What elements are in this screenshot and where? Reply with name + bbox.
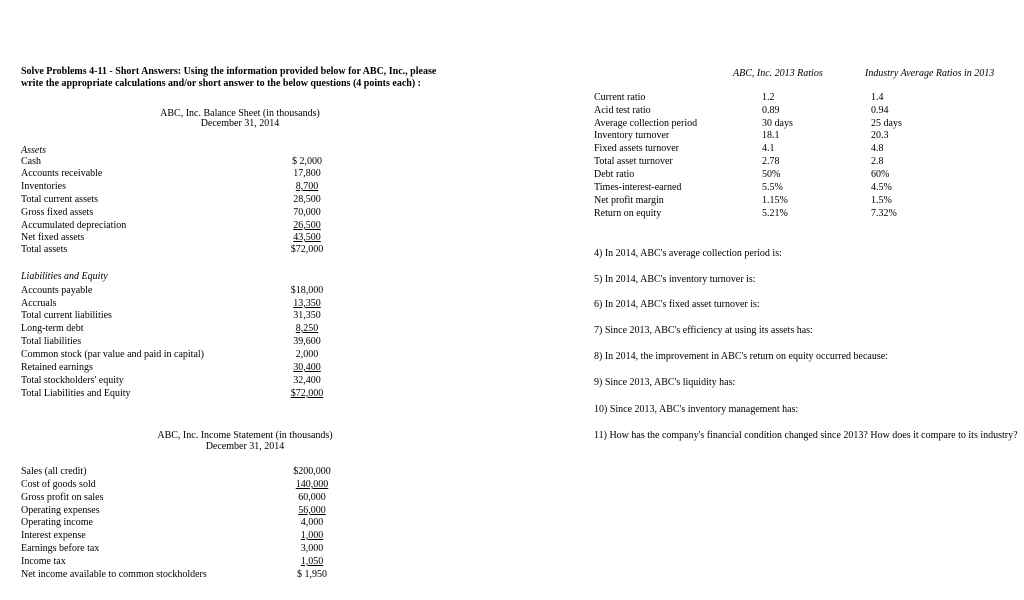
ratio-label: Fixed assets turnover xyxy=(594,143,679,154)
question-5: 5) In 2014, ABC's inventory turnover is: xyxy=(594,274,756,285)
asset-row-label: Accounts receivable xyxy=(21,168,103,179)
liability-row-value: 8,250 xyxy=(295,323,319,334)
question-10: 10) Since 2013, ABC's inventory management has: xyxy=(594,404,799,415)
ratio-industry-value: 25 days xyxy=(871,118,902,129)
income-row-value: 140,000 xyxy=(295,479,329,490)
question-4: 4) In 2014, ABC's average collection period is: xyxy=(594,248,782,259)
liability-row-value: 32,400 xyxy=(293,375,321,386)
problem-heading: Solve Problems 4-11 - Short Answers: Using the information provided below for ABC, Inc., please write the appropriate calculations and/or short answer to the below questions (4 points each) : xyxy=(21,66,437,89)
ratios-col2-header: Industry Average Ratios in 2013 xyxy=(865,68,995,79)
liabilities-section-label: Liabilities and Equity xyxy=(21,271,108,282)
ratio-abc-value: 50% xyxy=(762,169,781,180)
income-row-value: 1,050 xyxy=(300,556,324,567)
liability-row-label: Accounts payable xyxy=(21,285,93,296)
liability-row-value: 13,350 xyxy=(293,298,321,309)
balance-sheet-date: December 31, 2014 xyxy=(200,118,280,129)
ratio-abc-value: 5.5% xyxy=(762,182,783,193)
income-row-value: $ 1,950 xyxy=(297,569,327,580)
ratio-industry-value: 1.4 xyxy=(871,92,884,103)
ratio-industry-value: 4.8 xyxy=(871,143,884,154)
income-row-label: Sales (all credit) xyxy=(21,466,87,477)
income-row-label: Net income available to common stockholders xyxy=(21,569,207,580)
ratios-col1-header: ABC, Inc. 2013 Ratios xyxy=(733,68,823,79)
income-row-value: 4,000 xyxy=(300,517,324,528)
liability-row-value: 30,400 xyxy=(293,362,321,373)
ratio-abc-value: 4.1 xyxy=(762,143,775,154)
liability-row-label: Retained earnings xyxy=(21,362,93,373)
income-statement-date: December 31, 2014 xyxy=(205,441,285,452)
income-row-value: 1,000 xyxy=(300,530,324,541)
income-row-value: $200,000 xyxy=(293,466,331,477)
liability-row-label: Common stock (par value and paid in capital) xyxy=(21,349,205,360)
question-7: 7) Since 2013, ABC's efficiency at using its assets has: xyxy=(594,325,813,336)
ratio-abc-value: 2.78 xyxy=(762,156,780,167)
asset-row-value: 28,500 xyxy=(293,194,321,205)
income-row-value: 56,000 xyxy=(298,505,326,516)
income-row-label: Interest expense xyxy=(21,530,86,541)
question-11: 11) How has the company's financial condition changed since 2013? How does it compare to its industry? xyxy=(594,430,1018,441)
ratio-industry-value: 4.5% xyxy=(871,182,892,193)
ratio-industry-value: 7.32% xyxy=(871,208,897,219)
question-9: 9) Since 2013, ABC's liquidity has: xyxy=(594,377,736,388)
question-8: 8) In 2014, the improvement in ABC's return on equity occurred because: xyxy=(594,351,888,362)
ratio-industry-value: 2.8 xyxy=(871,156,884,167)
income-statement-title: ABC, Inc. Income Statement (in thousands) xyxy=(157,430,333,441)
ratio-abc-value: 1.2 xyxy=(762,92,775,103)
balance-sheet-title: ABC, Inc. Balance Sheet (in thousands) xyxy=(160,108,320,119)
asset-row-label: Net fixed assets xyxy=(21,232,85,243)
ratio-abc-value: 30 days xyxy=(762,118,793,129)
asset-row-value: 17,800 xyxy=(293,168,321,179)
ratio-abc-value: 0.89 xyxy=(762,105,780,116)
liability-row-value: 39,600 xyxy=(293,336,321,347)
income-row-label: Operating income xyxy=(21,517,93,528)
ratio-label: Acid test ratio xyxy=(594,105,651,116)
ratio-industry-value: 20.3 xyxy=(871,130,889,141)
ratio-label: Total asset turnover xyxy=(594,156,673,167)
income-row-label: Operating expenses xyxy=(21,505,100,516)
income-row-label: Cost of goods sold xyxy=(21,479,96,490)
ratio-label: Net profit margin xyxy=(594,195,664,206)
ratio-abc-value: 5.21% xyxy=(762,208,788,219)
income-row-value: 3,000 xyxy=(300,543,324,554)
ratio-label: Inventory turnover xyxy=(594,130,670,141)
asset-row-label: Gross fixed assets xyxy=(21,207,94,218)
asset-row-label: Total current assets xyxy=(21,194,99,205)
ratio-label: Average collection period xyxy=(594,118,698,129)
ratio-label: Times-interest-earned xyxy=(594,182,682,193)
liability-row-label: Total Liabilities and Equity xyxy=(21,388,131,399)
liability-row-label: Long-term debt xyxy=(21,323,84,334)
asset-row-value: 8,700 xyxy=(295,181,319,192)
ratio-abc-value: 18.1 xyxy=(762,130,780,141)
liability-row-value: 31,350 xyxy=(293,310,321,321)
ratio-label: Return on equity xyxy=(594,208,662,219)
ratio-industry-value: 60% xyxy=(871,169,890,180)
liability-row-label: Accruals xyxy=(21,298,57,309)
asset-row-value: 43,500 xyxy=(293,232,321,243)
income-row-label: Income tax xyxy=(21,556,66,567)
ratio-label: Debt ratio xyxy=(594,169,635,180)
liability-row-label: Total current liabilities xyxy=(21,310,112,321)
liability-row-label: Total stockholders' equity xyxy=(21,375,124,386)
income-row-value: 60,000 xyxy=(298,492,326,503)
ratio-industry-value: 1.5% xyxy=(871,195,892,206)
asset-row-label: Cash xyxy=(21,156,41,167)
asset-row-value: 26,500 xyxy=(293,220,321,231)
liability-row-value: 2,000 xyxy=(295,349,319,360)
ratio-abc-value: 1.15% xyxy=(762,195,788,206)
asset-row-label: Total assets xyxy=(21,244,68,255)
asset-row-value: $72,000 xyxy=(290,244,324,255)
asset-row-value: 70,000 xyxy=(293,207,321,218)
ratio-industry-value: 0.94 xyxy=(871,105,889,116)
liability-row-label: Total liabilities xyxy=(21,336,82,347)
asset-row-label: Inventories xyxy=(21,181,66,192)
income-row-label: Earnings before tax xyxy=(21,543,100,554)
liability-row-value: $72,000 xyxy=(290,388,324,399)
asset-row-label: Accumulated depreciation xyxy=(21,220,127,231)
liability-row-value: $18,000 xyxy=(290,285,324,296)
income-row-label: Gross profit on sales xyxy=(21,492,104,503)
ratio-label: Current ratio xyxy=(594,92,646,103)
question-6: 6) In 2014, ABC's fixed asset turnover is: xyxy=(594,299,760,310)
assets-section-label: Assets xyxy=(21,145,46,156)
asset-row-value: $ 2,000 xyxy=(292,156,322,167)
